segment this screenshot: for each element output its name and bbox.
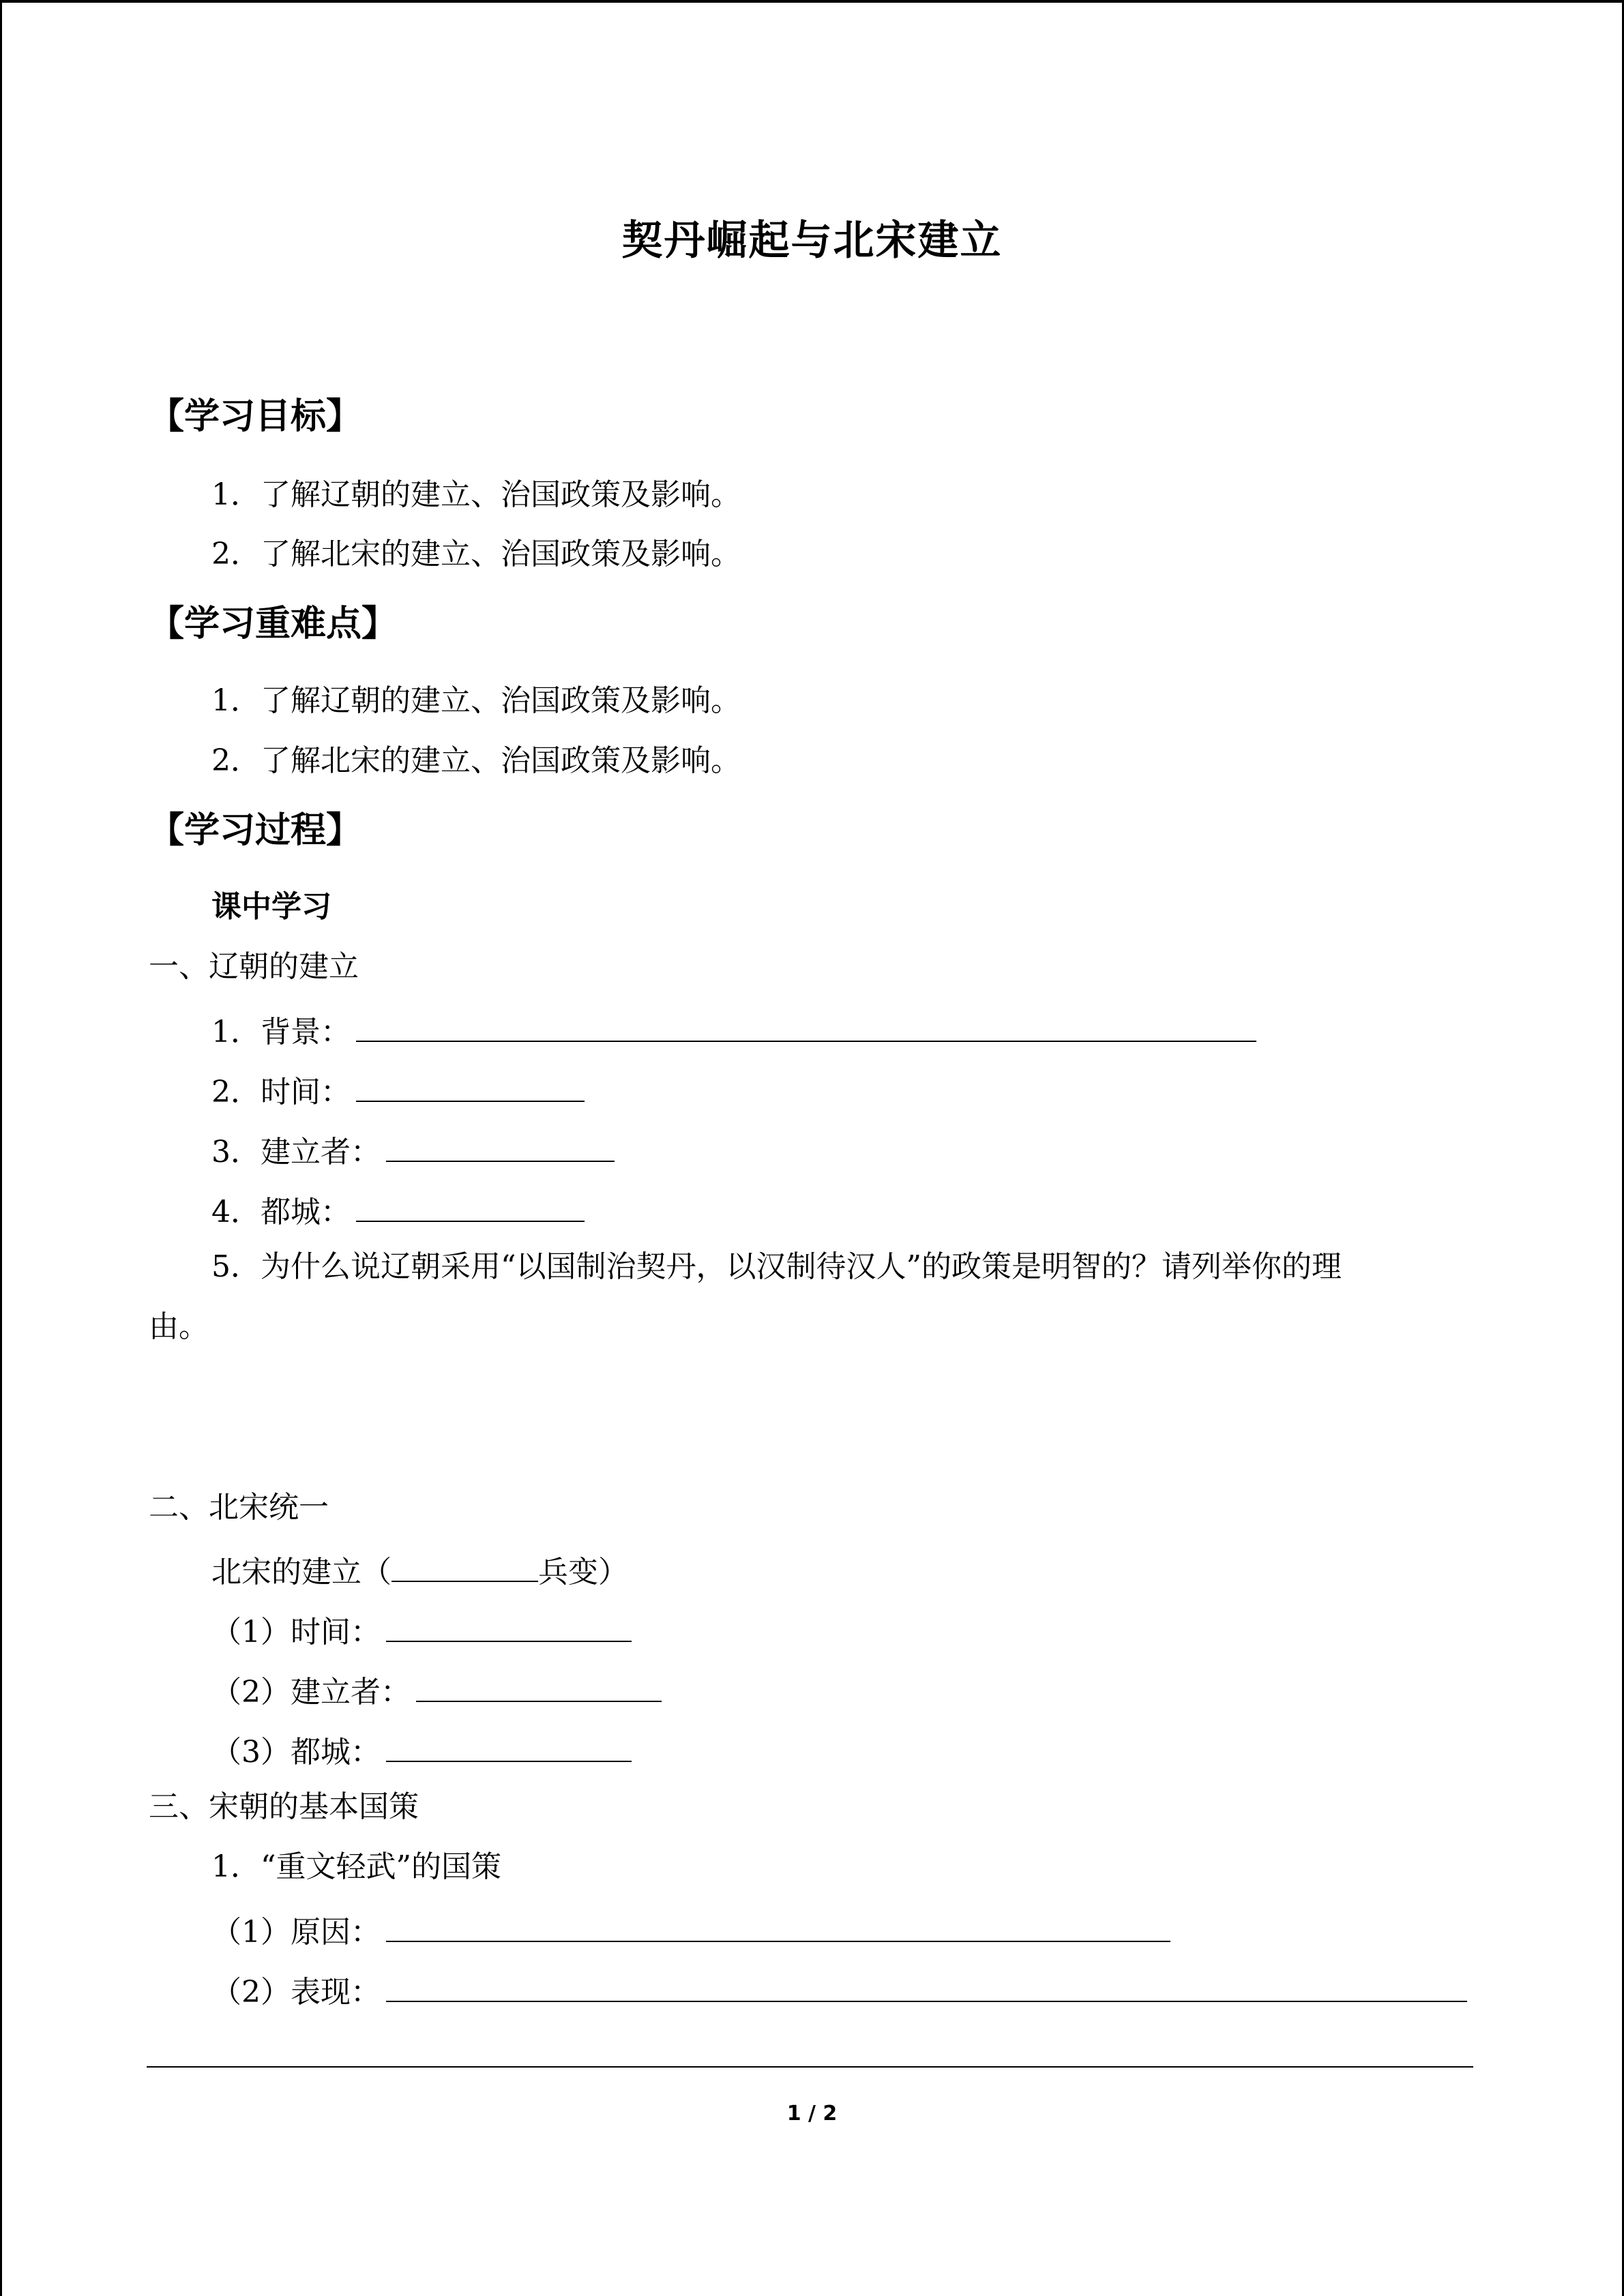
key-points-heading: 【学习重难点】 <box>149 603 398 644</box>
song-time-answer-blank[interactable] <box>386 1608 632 1642</box>
page-number: 1 / 2 <box>786 2102 838 2126</box>
goal-item-1: 1．了解辽朝的建立、治国政策及影响。 <box>211 477 741 512</box>
founder-answer-blank[interactable] <box>386 1128 615 1162</box>
footer-divider <box>147 2066 1473 2068</box>
part1-q2-label: 2．时间： <box>211 1075 351 1109</box>
time-answer-blank[interactable] <box>356 1068 585 1102</box>
part2-q2 <box>211 1668 662 1712</box>
part2-q3-label: （3）都城： <box>211 1735 381 1770</box>
reason-answer-blank[interactable] <box>386 1908 1170 1942</box>
part1-q2 <box>211 1068 585 1112</box>
part2-q3 <box>211 1728 632 1772</box>
manifestation-answer-blank[interactable] <box>386 1968 1467 2002</box>
song-founder-answer-blank[interactable] <box>416 1668 662 1702</box>
part3-q2-label: （2）表现： <box>211 1975 381 2010</box>
part2-q2-label: （2）建立者： <box>211 1675 411 1710</box>
part2-heading: 二、北宋统一 <box>149 1490 329 1525</box>
song-founding-prefix: 北宋的建立（ <box>211 1555 392 1590</box>
key-point-item-1: 1．了解辽朝的建立、治国政策及影响。 <box>211 683 741 718</box>
part3-q1 <box>211 1908 1170 1952</box>
song-founding-suffix: 兵变） <box>538 1555 628 1590</box>
song-capital-answer-blank[interactable] <box>386 1728 632 1762</box>
mutiny-answer-blank[interactable] <box>392 1548 538 1582</box>
part1-q4 <box>211 1188 585 1232</box>
part1-q4-label: 4．都城： <box>211 1195 351 1229</box>
capital-answer-blank[interactable] <box>356 1188 585 1222</box>
part1-q1-label: 1．背景： <box>211 1015 351 1049</box>
part3-q2 <box>211 1968 1467 2012</box>
part2-q1-label: （1）时间： <box>211 1615 381 1650</box>
part1-heading: 一、辽朝的建立 <box>149 949 359 984</box>
goals-heading: 【学习目标】 <box>149 396 362 437</box>
part1-q3 <box>211 1128 615 1172</box>
background-answer-blank[interactable] <box>356 1008 1256 1042</box>
key-point-item-2: 2．了解北宋的建立、治国政策及影响。 <box>211 743 741 778</box>
part3-q1-label: （1）原因： <box>211 1915 381 1950</box>
page-title: 契丹崛起与北宋建立 <box>621 217 1003 265</box>
song-founding <box>211 1548 628 1592</box>
part1-q3-label: 3．建立者： <box>211 1135 381 1169</box>
part1-q1 <box>211 1008 1256 1052</box>
part1-q5-line2: 由。 <box>149 1309 209 1344</box>
process-heading: 【学习过程】 <box>149 810 362 851</box>
goal-item-2: 2．了解北宋的建立、治国政策及影响。 <box>211 537 741 571</box>
part1-q5-line1: 5．为什么说辽朝采用“以国制治契丹，以汉制待汉人”的政策是明智的？请列举你的理 <box>211 1249 1342 1284</box>
in-class-subheading: 课中学习 <box>211 889 331 924</box>
part3-heading: 三、宋朝的基本国策 <box>149 1789 419 1824</box>
part2-q1 <box>211 1608 632 1652</box>
part3-policy: 1．“重文轻武”的国策 <box>211 1849 501 1884</box>
